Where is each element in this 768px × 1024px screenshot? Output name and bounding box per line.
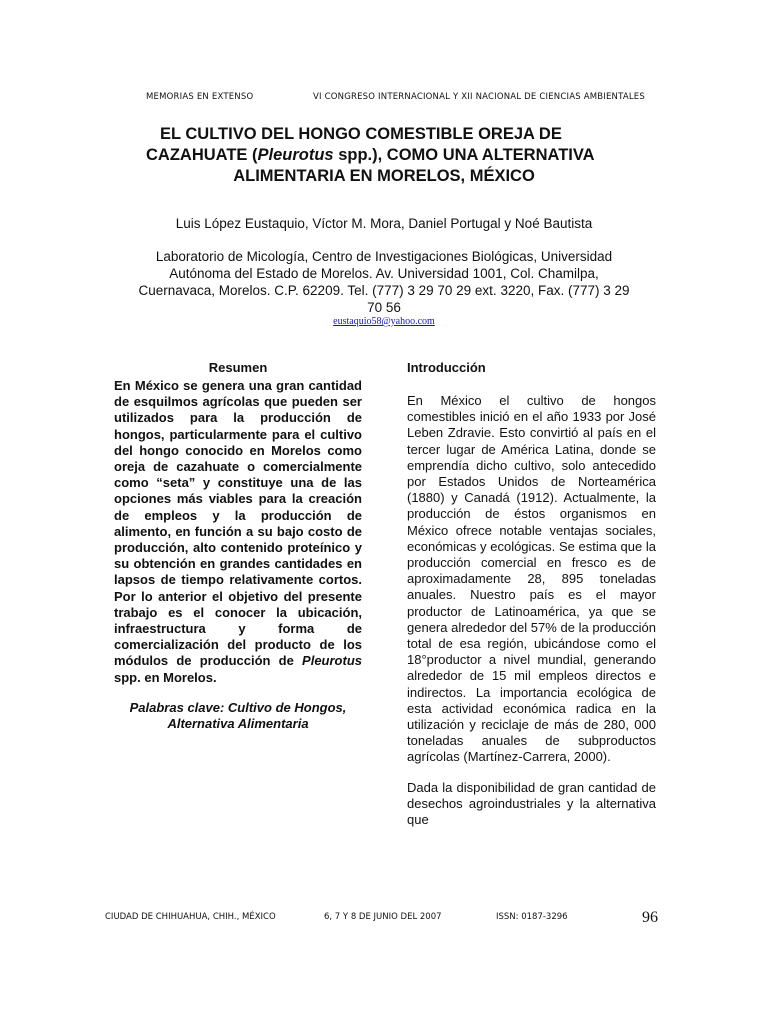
abstract-text-italic: Pleurotus <box>302 653 362 669</box>
abstract-column <box>114 360 362 732</box>
abstract-text <box>114 378 362 686</box>
abstract-text-main: En México se genera una gran cantidad de esquilmos agrícolas que pueden ser utilizados para la producción de hongos, particularmente para el cultivo del hongo conocido en Morelos como oreja de cazahuate o comercialmente como “seta” y constituye una de las opciones más viables para la creación de empleos y la producción de alimento, en función a su bajo costo de producción, alto contenido proteínico y su obtención en grandes cantidades en lapsos de tiempo relativamente cortos. Por lo anterior el objetivo del presente trabajo es el conocer la ubicación, infraestructura y forma de comercialización del producto de los módulos de producción de <box>114 378 362 669</box>
keywords: Palabras clave: Cultivo de Hongos, Alternativa Alimentaria <box>129 699 347 732</box>
affiliation-line-3: Cuernavaca, Morelos. C.P. 62209. Tel. (777) 3 29 70 29 ext. 3220, Fax. (777) 3 29 <box>138 283 630 298</box>
header-left-text: MEMORIAS EN EXTENSO <box>146 92 254 102</box>
introduction-paragraph-2: Dada la disponibilidad de gran cantidad de desechos agroindustriales y la alternativa que <box>407 779 656 828</box>
header-right-text: VI CONGRESO INTERNACIONAL Y XII NACIONAL DE CIENCIAS AMBIENTALES <box>313 92 645 102</box>
footer-city: CIUDAD DE CHIHUAHUA, CHIH., MÉXICO <box>105 912 276 922</box>
title-line-1: EL CULTIVO DEL HONGO COMESTIBLE OREJA DE <box>160 125 562 143</box>
title-line-2-italic: Pleurotus <box>257 146 334 164</box>
abstract-text-end: spp. en Morelos. <box>114 669 217 685</box>
affiliation-line-2: Autónoma del Estado de Morelos. Av. Universidad 1001, Col. Chamilpa, <box>169 266 599 281</box>
affiliation-line-4: 70 56 <box>367 300 401 315</box>
introduction-paragraph-1: En México el cultivo de hongos comestibles inició en el año 1933 por José Leben Zdravie. Esto convirtió al país en el tercer lugar de América Latina, donde se emprendía dicho cultivo, solo antecedido por Estados Unidos de Norteamérica (1880) y Canadá (1912). Actualmente, la producción de éstos organismos en México ofrece notable ventajas sociales, económicas y ecológicas. Se estima que la producción comercial en fresco es de aproximadamente 28, 895 toneladas anuales. Nuestro país es el mayor productor de Latinoamérica, ya que se genera alrededor del 57% de la producción total de esa región, ubicándose como el 18°productor a nivel mundial, generando alrededor de 15 mil empleos directos e indirectos. La importancia ecológica de esta actividad económica radica en la utilización y reciclaje de más de 280, 000 toneladas anuales de subproductos agrícolas (Martínez-Carrera, 2000). <box>407 393 656 765</box>
title-line-3: ALIMENTARIA EN MORELOS, MÉXICO <box>233 167 535 185</box>
abstract-heading: Resumen <box>208 360 268 375</box>
paper-title <box>110 124 658 187</box>
title-line-2 <box>110 145 658 166</box>
introduction-heading: Introducción <box>407 360 486 375</box>
email-link[interactable]: eustaquio58@yahoo.com <box>333 316 435 327</box>
footer-issn: ISSN: 0187-3296 <box>496 912 568 922</box>
introduction-column <box>407 360 656 828</box>
title-line-2-post: spp.), COMO UNA ALTERNATIVA <box>333 146 595 164</box>
author-list: Luis López Eustaquio, Víctor M. Mora, Daniel Portugal y Noé Bautista <box>175 216 593 231</box>
affiliation <box>100 248 668 316</box>
affiliation-line-1: Laboratorio de Micología, Centro de Investigaciones Biológicas, Universidad <box>155 249 613 264</box>
page-number: 96 <box>642 909 658 926</box>
footer-date: 6, 7 Y 8 DE JUNIO DEL 2007 <box>324 912 442 922</box>
title-line-2-pre: CAZAHUATE ( <box>146 146 258 164</box>
